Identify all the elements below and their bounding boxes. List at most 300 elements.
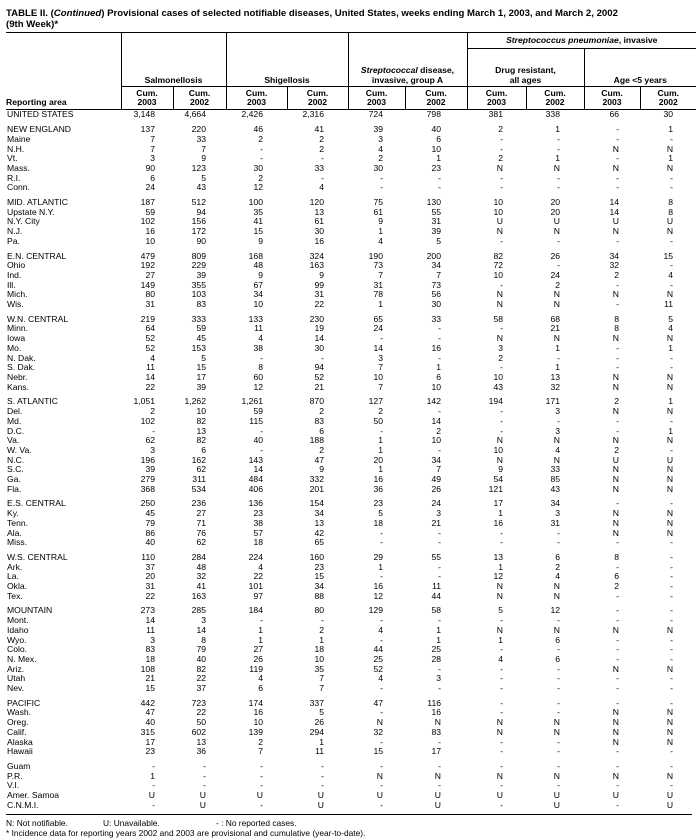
reporting-area-cell: Iowa — [7, 333, 26, 344]
value-cell: 5 — [319, 707, 324, 718]
value-cell: 10 — [431, 143, 441, 154]
value-cell: 9 — [319, 464, 324, 475]
value-cell: - — [438, 172, 441, 183]
value-cell: N — [666, 474, 674, 485]
value-cell: 133 — [248, 313, 263, 324]
value-cell: 1,051 — [133, 396, 155, 407]
value-cell: - — [438, 527, 441, 538]
value-cell: 2 — [258, 736, 263, 747]
value-cell: 236 — [191, 498, 206, 509]
value-cell: N — [553, 581, 560, 592]
table-row — [6, 154, 696, 164]
value-cell: N — [434, 717, 441, 728]
value-cell: 52 — [373, 663, 383, 674]
table-row — [6, 363, 696, 373]
value-cell: - — [557, 780, 560, 791]
value-cell: 67 — [253, 279, 263, 290]
value-cell: 16 — [431, 342, 441, 353]
value-cell: 4 — [378, 235, 383, 246]
reporting-area-cell: Mont. — [7, 615, 29, 626]
value-cell: 1 — [498, 634, 503, 645]
cum-year-header: Cum. 2003 — [584, 87, 640, 110]
value-cell: N — [496, 333, 503, 344]
reporting-area-cell: Conn. — [7, 182, 30, 193]
value-cell: 143 — [248, 454, 263, 465]
value-cell: 35 — [314, 663, 324, 674]
value-cell: U — [148, 790, 155, 801]
value-cell: - — [557, 615, 560, 626]
value-cell: 62 — [196, 464, 206, 475]
value-cell: 4 — [668, 323, 674, 334]
value-cell: 43 — [550, 483, 560, 494]
table-row — [6, 456, 696, 466]
value-cell: 26 — [314, 717, 324, 728]
table-row — [6, 145, 696, 155]
value-cell: 41 — [196, 581, 206, 592]
value-cell: N — [612, 435, 619, 446]
value-cell: 12 — [253, 381, 263, 392]
value-cell: 80 — [145, 289, 155, 300]
value-cell: 1 — [668, 425, 674, 436]
value-cell: - — [321, 780, 324, 791]
value-cell: 184 — [248, 605, 263, 616]
reporting-area-cell: Ohio — [7, 260, 26, 271]
table-row — [6, 261, 696, 271]
reporting-area-cell: Alaska — [7, 736, 33, 747]
value-cell: - — [616, 605, 619, 616]
value-cell: 220 — [191, 124, 206, 135]
value-cell: 6 — [150, 172, 155, 183]
value-cell: 26 — [253, 653, 263, 664]
value-cell: - — [616, 590, 619, 601]
value-cell: N — [553, 717, 560, 728]
value-cell: 224 — [248, 551, 263, 562]
value-cell: 34 — [550, 498, 560, 509]
value-cell: - — [670, 415, 674, 426]
value-cell: N — [612, 527, 619, 538]
value-cell: 22 — [196, 673, 206, 684]
value-cell: N — [612, 508, 619, 519]
table-row — [6, 290, 696, 300]
value-cell: - — [500, 615, 503, 626]
reporting-area-cell: N.H. — [7, 143, 25, 154]
value-cell: - — [260, 153, 263, 164]
table-row — [6, 475, 696, 485]
value-cell: - — [438, 663, 441, 674]
value-cell: 66 — [609, 109, 619, 120]
value-cell: 2 — [319, 406, 324, 417]
value-cell: U — [612, 790, 619, 801]
value-cell: - — [557, 537, 560, 548]
value-cell: - — [438, 406, 441, 417]
value-cell: 9 — [258, 235, 263, 246]
value-cell: 52 — [314, 371, 324, 382]
value-cell: - — [557, 182, 560, 193]
table-row — [6, 665, 696, 675]
value-cell: 7 — [150, 143, 155, 154]
value-cell: 33 — [314, 162, 324, 173]
group-header-age-under5: Age <5 years — [584, 49, 696, 87]
value-cell: 311 — [192, 474, 206, 485]
table-row — [6, 237, 696, 247]
reporting-area-cell: MOUNTAIN — [7, 605, 53, 616]
table-row — [6, 373, 696, 383]
value-cell: 8 — [668, 206, 674, 217]
value-cell: 31 — [145, 581, 155, 592]
value-cell: 43 — [493, 381, 503, 392]
value-cell: N — [666, 717, 674, 728]
value-cell: 15 — [145, 683, 155, 694]
value-cell: 285 — [191, 605, 206, 616]
value-cell: 27 — [196, 508, 206, 519]
value-cell: 1 — [378, 464, 383, 475]
value-cell: 1 — [498, 508, 503, 519]
table-row — [6, 708, 696, 718]
value-cell: 8 — [201, 634, 206, 645]
reporting-area-cell: Ariz. — [7, 663, 25, 674]
value-cell: 119 — [249, 663, 263, 674]
value-cell: 20 — [550, 206, 560, 217]
value-cell: 8 — [668, 197, 674, 208]
value-cell: 52 — [145, 342, 155, 353]
value-cell: 14 — [609, 197, 619, 208]
value-cell: N — [612, 736, 619, 747]
value-cell: 78 — [373, 289, 383, 300]
footnotes — [6, 814, 692, 838]
value-cell: 57 — [253, 527, 263, 538]
value-cell: - — [500, 415, 503, 426]
reporting-area-cell: S.C. — [7, 464, 24, 475]
value-cell: - — [438, 736, 441, 747]
value-cell: - — [438, 352, 441, 363]
table-row — [6, 110, 696, 120]
value-cell: 14 — [196, 624, 206, 635]
value-cell: 40 — [145, 717, 155, 728]
value-cell: N — [553, 624, 560, 635]
value-cell: - — [260, 425, 263, 436]
table-row — [6, 616, 696, 626]
value-cell: - — [557, 761, 560, 771]
value-cell: - — [380, 780, 383, 791]
value-cell: 15 — [196, 362, 206, 373]
value-cell: 1 — [436, 624, 441, 635]
value-cell: 229 — [191, 260, 206, 271]
value-cell: 2 — [378, 406, 383, 417]
value-cell: 31 — [550, 517, 560, 528]
reporting-area-cell: Calif. — [7, 726, 27, 737]
value-cell: 36 — [196, 746, 206, 757]
value-cell: 32 — [609, 260, 619, 271]
value-cell: 33 — [431, 313, 441, 324]
value-cell: 1 — [498, 561, 503, 572]
value-cell: 12 — [373, 590, 383, 601]
value-cell: N — [553, 454, 560, 465]
value-cell: 130 — [426, 197, 441, 208]
value-cell: N — [496, 435, 503, 446]
reporting-area-cell: Pa. — [7, 235, 20, 246]
value-cell: - — [670, 561, 674, 572]
value-cell: - — [616, 133, 619, 144]
value-cell: 25 — [373, 653, 383, 664]
value-cell: - — [557, 143, 560, 154]
value-cell: - — [203, 761, 206, 771]
table-row — [6, 772, 696, 782]
value-cell: 11 — [146, 624, 155, 635]
footnote-dash: - : No reported cases. — [216, 817, 297, 828]
value-cell: N — [553, 726, 560, 737]
value-cell: 13 — [196, 736, 206, 747]
value-cell: - — [557, 736, 560, 747]
table-row — [6, 208, 696, 218]
value-cell: - — [500, 683, 503, 694]
value-cell: - — [670, 172, 674, 183]
value-cell: - — [616, 561, 619, 572]
value-cell: N — [496, 770, 503, 781]
value-cell: - — [380, 425, 383, 436]
table-row — [6, 227, 696, 237]
value-cell: U — [376, 790, 383, 801]
value-cell: 3 — [436, 508, 441, 519]
table-row — [6, 334, 696, 344]
group-header-drug-resistant: Drug resistant, all ages — [467, 49, 584, 87]
value-cell: - — [380, 707, 383, 718]
value-cell: - — [500, 799, 503, 810]
value-cell: 80 — [314, 605, 324, 616]
value-cell: 32 — [196, 571, 206, 582]
value-cell: 6 — [555, 653, 560, 664]
table-row — [6, 281, 696, 291]
value-cell: 5 — [668, 313, 674, 324]
value-cell: 2 — [498, 352, 503, 363]
value-cell: 37 — [196, 683, 206, 694]
value-cell: 83 — [145, 644, 155, 655]
footnote-u: U: Unavailable. — [103, 817, 160, 828]
value-cell: 2 — [319, 624, 324, 635]
value-cell: 40 — [145, 537, 155, 548]
value-cell: - — [438, 780, 441, 791]
value-cell: - — [203, 770, 206, 781]
value-cell: - — [557, 133, 560, 144]
reporting-area-cell: W. Va. — [7, 444, 32, 455]
value-cell: - — [670, 644, 674, 655]
value-cell: 798 — [426, 109, 441, 120]
value-cell: 7 — [378, 362, 383, 373]
value-cell: - — [260, 352, 263, 363]
value-cell: - — [670, 746, 674, 757]
value-cell: 19 — [314, 323, 324, 334]
value-cell: 870 — [309, 396, 324, 407]
value-cell: 61 — [373, 206, 383, 217]
value-cell: - — [616, 352, 619, 363]
value-cell: N — [612, 371, 619, 382]
reporting-area-cell: Wash. — [7, 707, 32, 718]
value-cell: 8 — [614, 313, 619, 324]
value-cell: 11 — [664, 299, 674, 310]
value-cell: 33 — [550, 464, 560, 475]
value-cell: 45 — [196, 333, 206, 344]
value-cell: - — [260, 780, 263, 791]
value-cell: 10 — [493, 269, 503, 280]
value-cell: 3 — [150, 153, 155, 164]
value-cell: 16 — [431, 707, 441, 718]
value-cell: 62 — [145, 435, 155, 446]
value-cell: 188 — [309, 435, 324, 446]
value-cell: 11 — [315, 746, 324, 757]
value-cell: 7 — [319, 673, 324, 684]
value-cell: - — [670, 605, 674, 616]
value-cell: 71 — [196, 517, 206, 528]
value-cell: 41 — [314, 124, 324, 135]
value-cell: 94 — [196, 206, 206, 217]
value-cell: 82 — [196, 415, 206, 426]
value-cell: 34 — [431, 260, 441, 271]
value-cell: 41 — [253, 216, 263, 227]
value-cell: 21 — [314, 381, 324, 392]
value-cell: 137 — [140, 124, 155, 135]
strep-pneumoniae-italic: Streptococcus pneumoniae — [506, 35, 619, 46]
value-cell: - — [616, 153, 619, 164]
value-cell: - — [616, 425, 619, 436]
value-cell: 1 — [555, 342, 560, 353]
value-cell: U — [666, 790, 674, 801]
value-cell: N — [496, 726, 503, 737]
value-cell: 72 — [493, 260, 503, 271]
value-cell: 86 — [145, 527, 155, 538]
value-cell: 17 — [493, 498, 503, 509]
value-cell: 2 — [378, 153, 383, 164]
value-cell: 4 — [555, 571, 560, 582]
value-cell: 201 — [309, 483, 324, 494]
value-cell: 2 — [498, 124, 503, 135]
value-cell: 4 — [378, 143, 383, 154]
value-cell: N — [553, 226, 560, 237]
value-cell: 149 — [140, 279, 155, 290]
value-cell: 44 — [431, 590, 441, 601]
footnote-legend — [6, 818, 692, 828]
value-cell: 8 — [614, 551, 619, 562]
value-cell: 22 — [196, 707, 206, 718]
reporting-area-cell: Wis. — [7, 299, 24, 310]
value-cell: 5 — [201, 352, 206, 363]
value-cell: 2,316 — [302, 109, 324, 120]
value-cell: 2 — [319, 133, 324, 144]
reporting-area-cell: Kans. — [7, 381, 29, 392]
value-cell: - — [321, 615, 324, 626]
value-cell: 1 — [378, 299, 383, 310]
reporting-area-cell: Ky. — [7, 508, 19, 519]
table-title — [6, 8, 692, 30]
table-row — [6, 582, 696, 592]
value-cell: 20 — [550, 197, 560, 208]
title-continued: Continued — [53, 8, 102, 19]
table-row — [6, 645, 696, 655]
value-cell: N — [496, 717, 503, 728]
value-cell: - — [616, 673, 619, 684]
value-cell: 55 — [431, 206, 441, 217]
value-cell: - — [557, 697, 560, 708]
value-cell: 30 — [431, 299, 441, 310]
value-cell: 20 — [373, 454, 383, 465]
value-cell: - — [260, 770, 263, 781]
value-cell: 82 — [196, 435, 206, 446]
value-cell: N — [666, 371, 674, 382]
value-cell: 1 — [436, 153, 441, 164]
value-cell: 13 — [493, 551, 503, 562]
value-cell: 75 — [373, 197, 383, 208]
value-cell: 16 — [253, 707, 263, 718]
value-cell: 37 — [145, 561, 155, 572]
value-cell: 174 — [248, 697, 263, 708]
value-cell: - — [616, 799, 619, 810]
value-cell: U — [199, 790, 206, 801]
value-cell: - — [260, 761, 263, 771]
value-cell: N — [612, 289, 619, 300]
reporting-area-cell: Ill. — [7, 279, 16, 290]
value-cell: 82 — [493, 250, 503, 261]
value-cell: N — [612, 707, 619, 718]
value-cell: 33 — [196, 133, 206, 144]
value-cell: 6 — [436, 371, 441, 382]
value-cell: - — [500, 527, 503, 538]
value-cell: N — [666, 162, 674, 173]
reporting-area-cell: Hawaii — [7, 746, 33, 757]
value-cell: 56 — [431, 289, 441, 300]
value-cell: 23 — [431, 162, 441, 173]
value-cell: 16 — [373, 581, 383, 592]
value-cell: 1 — [555, 153, 560, 164]
value-cell: 7 — [436, 464, 441, 475]
value-cell: 250 — [140, 498, 155, 509]
value-cell: N — [666, 770, 674, 781]
table-row — [6, 801, 696, 811]
value-cell: 21 — [550, 323, 560, 334]
value-cell: 62 — [196, 537, 206, 548]
value-cell: - — [557, 683, 560, 694]
value-cell: 14 — [145, 615, 155, 626]
value-cell: U — [612, 216, 619, 227]
table-row — [6, 436, 696, 446]
value-cell: 3 — [378, 352, 383, 363]
value-cell: 85 — [550, 474, 560, 485]
value-cell: 90 — [145, 162, 155, 173]
value-cell: - — [670, 362, 674, 373]
value-cell: 94 — [314, 362, 324, 373]
value-cell: 30 — [373, 162, 383, 173]
table-row — [6, 655, 696, 665]
footnote-n: N: Not notifiable. — [6, 817, 68, 828]
table-row — [6, 519, 696, 529]
strep-pneumoniae-rest: , invasive — [618, 35, 658, 46]
table-row — [6, 465, 696, 475]
value-cell: N — [666, 226, 674, 237]
value-cell: 25 — [431, 644, 441, 655]
value-cell: U — [256, 790, 263, 801]
header-row-span — [6, 33, 696, 49]
cum-year-header: Cum. 2003 — [467, 87, 526, 110]
table-row — [6, 563, 696, 573]
value-cell: U — [553, 216, 560, 227]
value-cell: 1,262 — [184, 396, 206, 407]
value-cell: 90 — [196, 235, 206, 246]
value-cell: 18 — [145, 653, 155, 664]
value-cell: 4 — [555, 444, 560, 455]
value-cell: 47 — [314, 454, 324, 465]
value-cell: 6 — [258, 683, 263, 694]
value-cell: - — [500, 736, 503, 747]
table-row — [6, 392, 696, 407]
reporting-area-cell: Md. — [7, 415, 22, 426]
value-cell: U — [317, 799, 324, 810]
